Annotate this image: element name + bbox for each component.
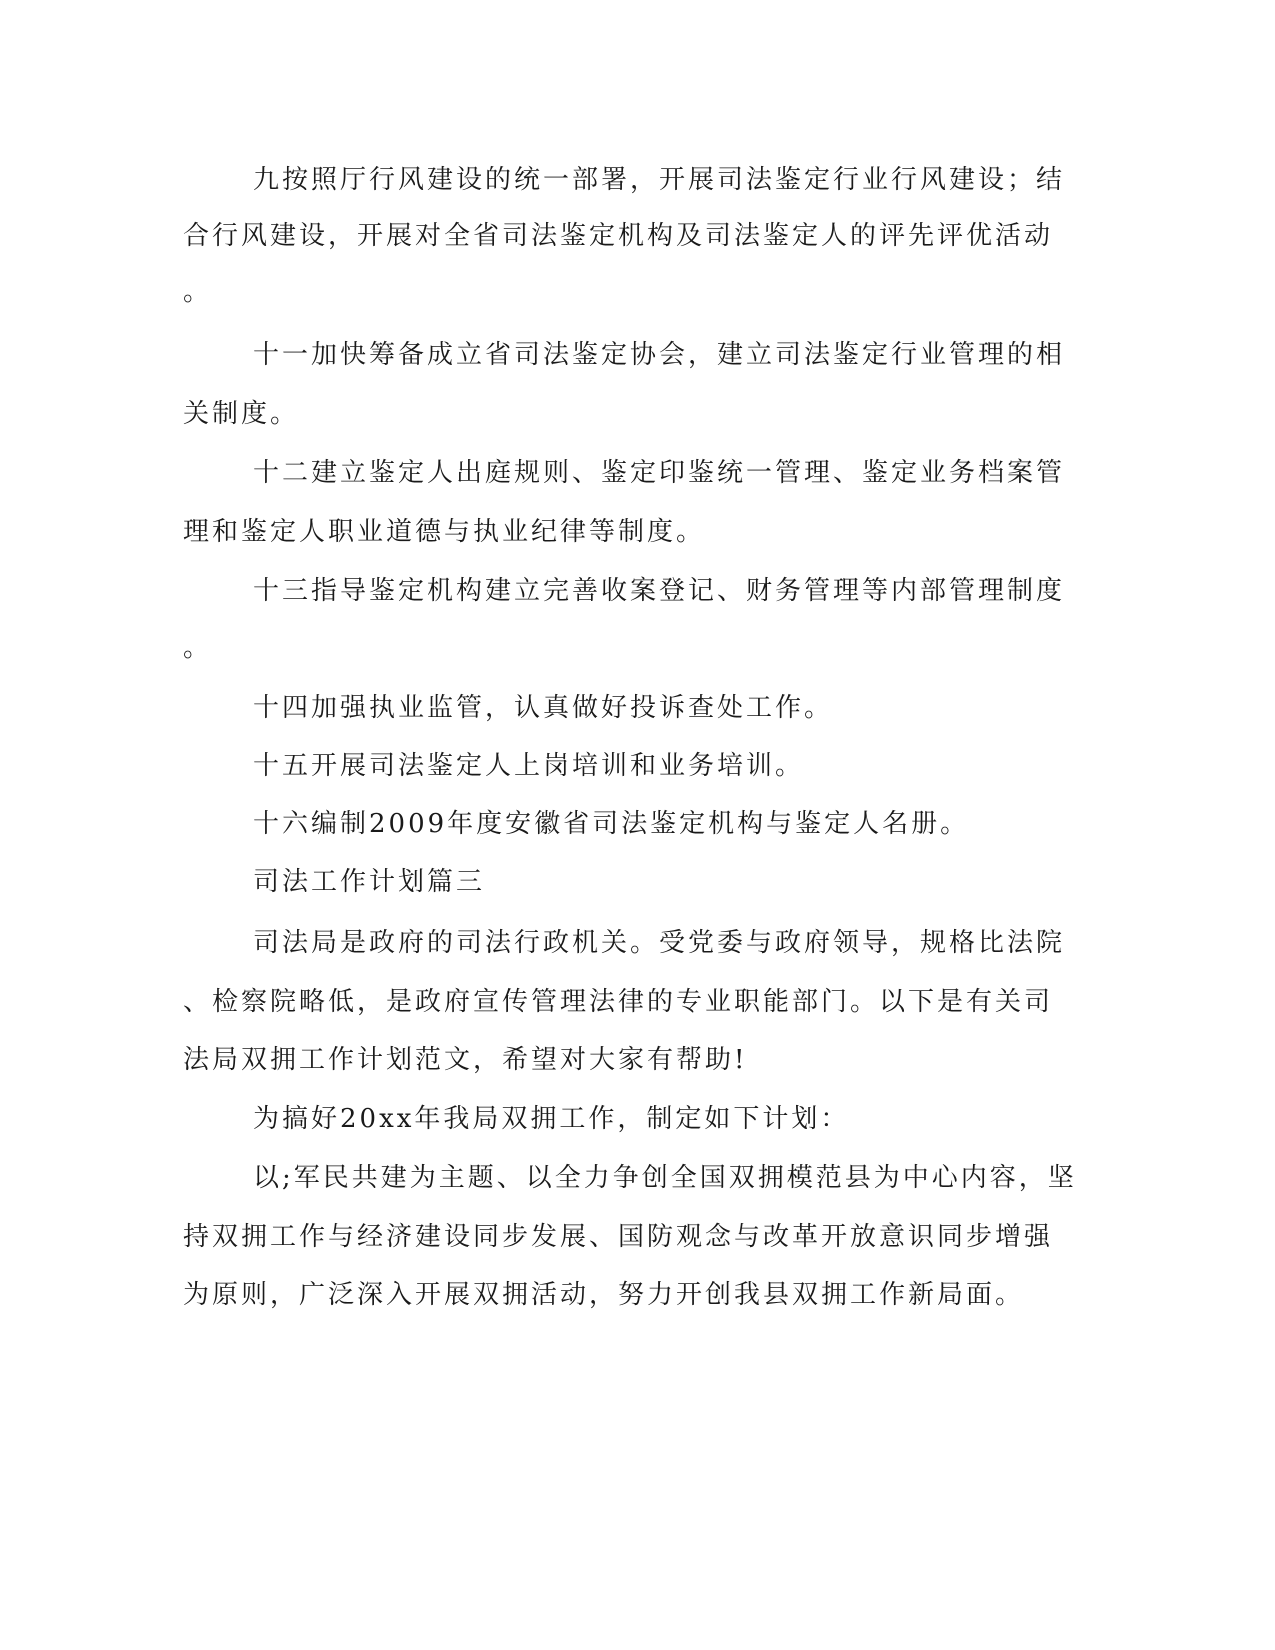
plan-paragraph: 为搞好20xx年我局双拥工作，制定如下计划： <box>253 1104 850 1134</box>
paragraph-14: 十四加强执业监管，认真做好投诉查处工作。 <box>253 693 834 723</box>
paragraph-9-line-2: 合行风建设，开展对全省司法鉴定机构及司法鉴定人的评先评优活动 <box>183 221 1054 251</box>
intro-paragraph-line-3: 法局双拥工作计划范文，希望对大家有帮助! <box>183 1045 748 1075</box>
paragraph-12-line-2: 理和鉴定人职业道德与执业纪律等制度。 <box>183 517 706 547</box>
paragraph-12-line-1: 十二建立鉴定人出庭规则、鉴定印鉴统一管理、鉴定业务档案管 <box>253 458 1066 488</box>
guideline-paragraph-line-1: 以;军民共建为主题、以全力争创全国双拥模范县为中心内容，坚 <box>253 1163 1077 1193</box>
intro-paragraph-line-2: 、检察院略低，是政府宣传管理法律的专业职能部门。以下是有关司 <box>183 987 1054 1017</box>
intro-paragraph-line-1: 司法局是政府的司法行政机关。受党委与政府领导，规格比法院 <box>253 928 1066 958</box>
paragraph-13-line-1: 十三指导鉴定机构建立完善收案登记、财务管理等内部管理制度 <box>253 576 1066 606</box>
guideline-paragraph-line-2: 持双拥工作与经济建设同步发展、国防观念与改革开放意识同步增强 <box>183 1222 1054 1252</box>
paragraph-15: 十五开展司法鉴定人上岗培训和业务培训。 <box>253 751 805 781</box>
guideline-paragraph-line-3: 为原则，广泛深入开展双拥活动，努力开创我县双拥工作新局面。 <box>183 1280 1025 1310</box>
paragraph-11-line-1: 十一加快筹备成立省司法鉴定协会，建立司法鉴定行业管理的相 <box>253 340 1066 370</box>
paragraph-11-line-2: 关制度。 <box>183 399 300 429</box>
paragraph-9-line-3: 。 <box>183 277 213 307</box>
paragraph-13-line-2: 。 <box>183 633 213 663</box>
paragraph-9-line-1: 九按照厅行风建设的统一部署，开展司法鉴定行业行风建设；结 <box>253 165 1066 195</box>
section-heading: 司法工作计划篇三 <box>253 867 486 897</box>
paragraph-16: 十六编制2009年度安徽省司法鉴定机构与鉴定人名册。 <box>253 809 970 839</box>
